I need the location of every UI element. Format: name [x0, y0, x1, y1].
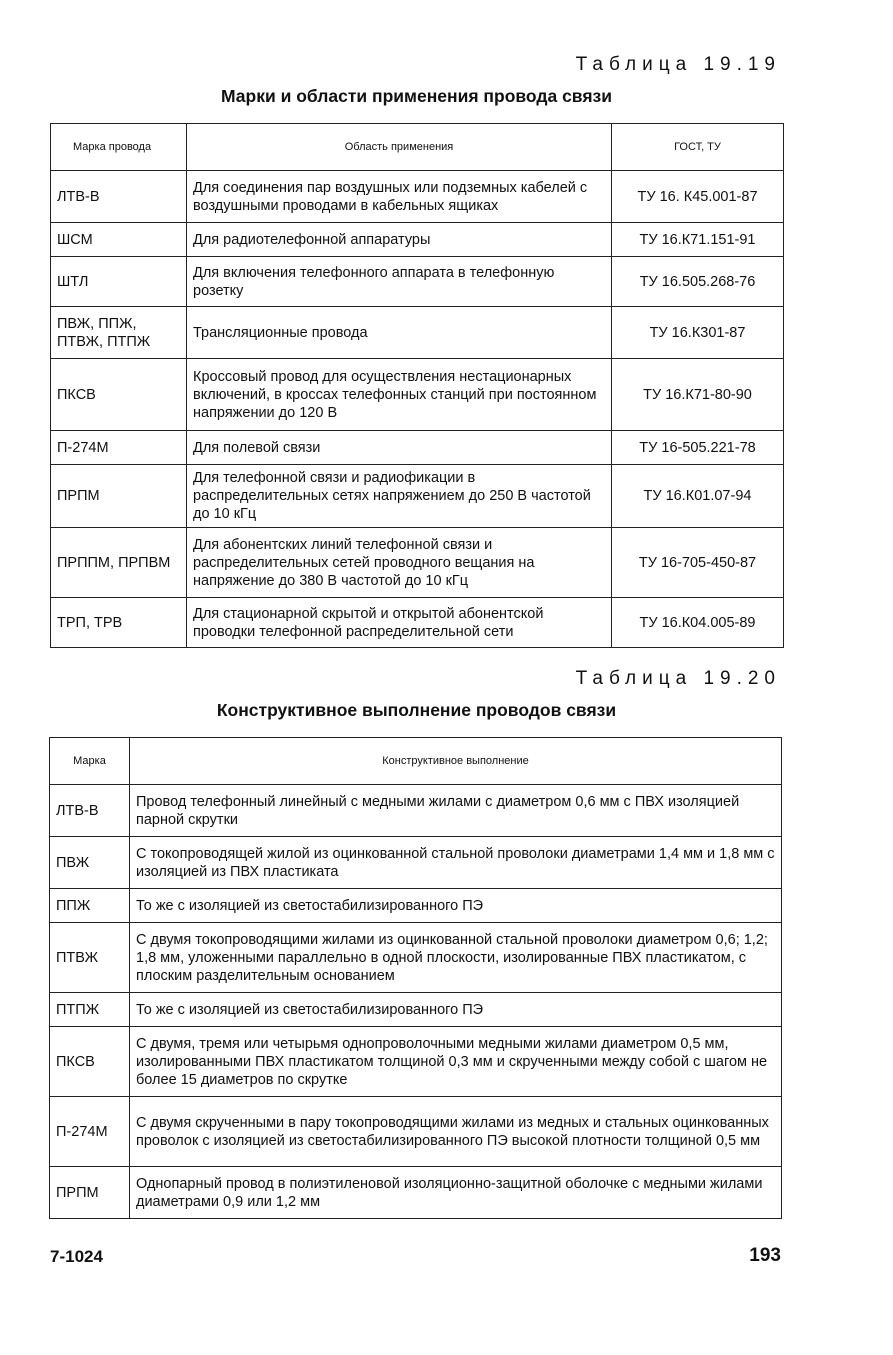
brand-cell: ПТПЖ — [50, 993, 130, 1027]
construction-cell: Провод телефонный линейный с медными жилами с диаметром 0,6 мм с ПВХ изоляцией парной скрутки — [130, 785, 782, 837]
page-code: 7-1024 — [50, 1247, 103, 1266]
table-row — [51, 171, 784, 223]
column-header-brand: Марка провода — [51, 124, 187, 171]
brand-cell: ШТЛ — [51, 257, 187, 307]
application-cell: Для абонентских линий телефонной связи и распределительных сетей проводного вещания на напряжение до 380 В частотой до 10 кГц — [187, 528, 612, 598]
table-header-row — [51, 124, 784, 171]
brand-cell: ПТВЖ — [50, 923, 130, 993]
wire-construction-table — [49, 737, 782, 1219]
table-row — [51, 223, 784, 257]
column-header-application: Область применения — [187, 124, 612, 171]
gost-cell: ТУ 16.К01.07-94 — [612, 465, 784, 528]
brand-cell: П-274М — [51, 431, 187, 465]
construction-cell: С двумя, тремя или четырьмя однопроволочными медными жилами диаметром 0,5 мм, изолированными ПВХ пластикатом толщиной 0,3 мм и скрученными между собой с шагом не более 15 диаметров по скрутке — [130, 1027, 782, 1097]
column-header-gost: ГОСТ, ТУ — [612, 124, 784, 171]
application-cell: Для телефонной связи и радиофикации в распределительных сетях напряжением до 250 В частотой до 10 кГц — [187, 465, 612, 528]
gost-cell: ТУ 16.505.268-76 — [612, 257, 784, 307]
table-row — [51, 598, 784, 648]
table-19-19-caption: Таблица 19.19 — [575, 54, 781, 75]
brand-cell: ЛТВ-В — [51, 171, 187, 223]
table-19-19-title: Марки и области применения провода связи — [220, 86, 612, 106]
brand-cell: П-274М — [50, 1097, 130, 1167]
application-cell: Для соединения пар воздушных или подземных кабелей с воздушными проводами в кабельных ящиках — [187, 171, 612, 223]
table-row — [51, 359, 784, 431]
gost-cell: ТУ 16. К45.001-87 — [612, 171, 784, 223]
brand-cell: ПКСВ — [51, 359, 187, 431]
table-19-20-title: Конструктивное выполнение проводов связи — [216, 700, 617, 720]
brand-cell: ПРПМ — [51, 465, 187, 528]
page-number: 193 — [749, 1245, 781, 1266]
table-row — [50, 1027, 782, 1097]
construction-cell: С двумя токопроводящими жилами из оцинкованной стальной проволоки диаметром 0,6; 1,2; 1,8 мм, уложенными параллельно в одной плоскости, изолированные ПВХ пластикатом, с плоским разделительным основанием — [130, 923, 782, 993]
table-row — [50, 993, 782, 1027]
table-row — [50, 923, 782, 993]
table-row — [51, 528, 784, 598]
brand-cell: ПВЖ, ППЖ, ПТВЖ, ПТПЖ — [51, 307, 187, 359]
column-header-construction: Конструктивное выполнение — [130, 738, 782, 785]
application-cell: Для полевой связи — [187, 431, 612, 465]
gost-cell: ТУ 16.К71-80-90 — [612, 359, 784, 431]
gost-cell: ТУ 16-505.221-78 — [612, 431, 784, 465]
wire-brands-table — [50, 123, 784, 648]
gost-cell: ТУ 16-705-450-87 — [612, 528, 784, 598]
application-cell: Для стационарной скрытой и открытой абонентской проводки телефонной распределительной сети — [187, 598, 612, 648]
construction-cell: С двумя скрученными в пару токопроводящими жилами из медных и стальных оцинкованных проволок с изоляцией из светостабилизированного ПЭ высокой плотности толщиной 0,5 мм — [130, 1097, 782, 1167]
table-row — [50, 889, 782, 923]
construction-cell: То же с изоляцией из светостабилизированного ПЭ — [130, 993, 782, 1027]
table-header-row — [50, 738, 782, 785]
table-row — [51, 465, 784, 528]
brand-cell: ППЖ — [50, 889, 130, 923]
gost-cell: ТУ 16.К301-87 — [612, 307, 784, 359]
application-cell: Трансляционные провода — [187, 307, 612, 359]
gost-cell: ТУ 16.К71.151-91 — [612, 223, 784, 257]
table-row — [50, 785, 782, 837]
application-cell: Кроссовый провод для осуществления нестационарных включений, в кроссах телефонных станций при постоянном напряжении до 120 В — [187, 359, 612, 431]
table-row — [51, 307, 784, 359]
brand-cell: ПРППМ, ПРПВМ — [51, 528, 187, 598]
table-19-20-caption: Таблица 19.20 — [575, 668, 781, 689]
construction-cell: Однопарный провод в полиэтиленовой изоляционно-защитной оболочке с медными жилами диаметрами 0,9 или 1,2 мм — [130, 1167, 782, 1219]
construction-cell: С токопроводящей жилой из оцинкованной стальной проволоки диаметрами 1,4 мм и 1,8 мм с изоляцией из ПВХ пластиката — [130, 837, 782, 889]
brand-cell: ПРПМ — [50, 1167, 130, 1219]
application-cell: Для радиотелефонной аппаратуры — [187, 223, 612, 257]
brand-cell: ТРП, ТРВ — [51, 598, 187, 648]
table-row — [50, 837, 782, 889]
table-row — [51, 257, 784, 307]
gost-cell: ТУ 16.К04.005-89 — [612, 598, 784, 648]
column-header-brand: Марка — [50, 738, 130, 785]
table-row — [50, 1167, 782, 1219]
brand-cell: ЛТВ-В — [50, 785, 130, 837]
construction-cell: То же с изоляцией из светостабилизированного ПЭ — [130, 889, 782, 923]
brand-cell: ШСМ — [51, 223, 187, 257]
brand-cell: ПВЖ — [50, 837, 130, 889]
brand-cell: ПКСВ — [50, 1027, 130, 1097]
table-row — [50, 1097, 782, 1167]
table-row — [51, 431, 784, 465]
application-cell: Для включения телефонного аппарата в телефонную розетку — [187, 257, 612, 307]
